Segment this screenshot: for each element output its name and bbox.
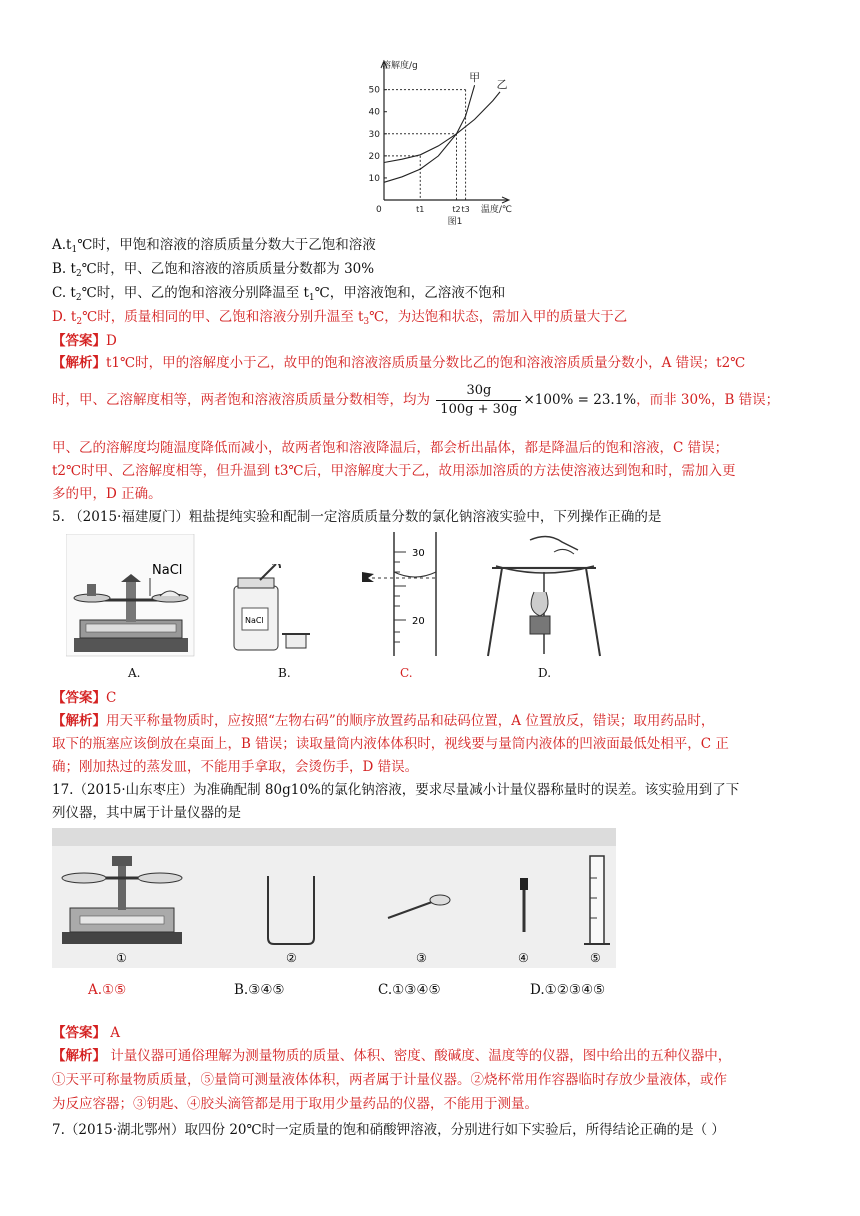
- instrument-num-2: ②: [286, 951, 297, 965]
- q17-option-c: C.①③④⑤: [378, 982, 441, 998]
- instrument-num-3: ③: [416, 951, 427, 965]
- q17-answer: 【答案】 A: [52, 1025, 121, 1041]
- y-tick-label-20: 20: [368, 151, 380, 162]
- cylinder-reading-figure: [358, 532, 448, 656]
- cyl-mark-20: 20: [412, 616, 425, 627]
- q5-label-a: A.: [128, 666, 141, 680]
- q5-analysis-line-2: 取下的瓶塞应该倒放在桌面上，B 错误；读取量筒内液体体积时，视线要与量筒内液体的凹液面最低处相平，C 正: [52, 736, 729, 752]
- solubility-chart: [360, 58, 520, 228]
- q5-stem: 5. （2015·福建厦门）粗盐提纯实验和配制一定溶质质量分数的氯化钠溶液实验中，下列操作正确的是: [52, 509, 662, 525]
- figure-caption: 图1: [447, 217, 463, 227]
- x-tick-label-t3: t3: [461, 205, 470, 214]
- x-tick-label-t1: t1: [416, 205, 425, 214]
- x-axis-label: 温度/℃: [480, 205, 512, 215]
- q5-label-b: B.: [278, 666, 291, 680]
- q4-option-d: D. $t_2℃$时，质量相同的甲、乙饱和溶液分别升温至 $t_3℃$，为达饱和状态，需加入甲的质量大于乙: [52, 309, 628, 327]
- q17-analysis-line-1: 【解析】 计量仪器可通俗理解为测量物质的质量、体积、密度、酸碱度、温度等的仪器，图中给出的五种仪器中，: [52, 1048, 732, 1064]
- q7-stem: 7.（2015·湖北鄂州）取四份 20℃时一定质量的饱和硝酸钾溶液，分别进行如下实验后，所得结论正确的是（ ）: [52, 1122, 725, 1138]
- y-axis-label: 溶解度/g: [382, 61, 418, 71]
- y-tick-label-40: 40: [368, 107, 380, 118]
- q17-option-b: B.③④⑤: [234, 982, 285, 998]
- q17-option-d: D.①②③④⑤: [530, 982, 606, 998]
- q5-label-d: D.: [538, 666, 552, 680]
- q17-analysis-line-3: 为反应容器；③钥匙、④胶头滴管都是用于取用少量药品的仪器，不能用于测量。: [52, 1096, 538, 1112]
- q17-stem-line-2: 列仪器，其中属于计量仪器的是: [52, 805, 241, 821]
- q4-option-b: B. $t_2℃$时，甲、乙饱和溶液的溶质质量分数都为 30%: [52, 261, 375, 279]
- q4-analysis-line-4: t2℃时甲、乙溶解度相等，但升温到 t3℃后，甲溶解度大于乙，故用添加溶质的方法使溶液达到饱和时，需加入更: [52, 463, 736, 479]
- instrument-num-1: ①: [116, 951, 127, 965]
- q5-label-c: C.: [400, 666, 413, 680]
- jar-label: NaCl: [245, 616, 264, 625]
- x-tick-label-t2: t2: [452, 205, 461, 214]
- y-tick-label-10: 10: [368, 173, 380, 184]
- q17-analysis-line-2: ①天平可称量物质质量，⑤量筒可测量液体体积，两者属于计量仪器。②烧杯常用作容器临时存放少量液体，或作: [52, 1072, 727, 1088]
- origin-label: 0: [376, 205, 382, 215]
- q4-analysis-line-3: 甲、乙的溶解度均随温度降低而减小，故两者饱和溶液降温后，都会析出晶体，都是降温后的饱和溶液，C 错误；: [52, 440, 729, 456]
- q4-analysis-line-1: 【解析】t1℃时，甲的溶解度小于乙，故甲的饱和溶液溶质质量分数比乙的饱和溶液溶质质量分数小，A 错误；t2℃: [52, 355, 746, 371]
- q5-analysis-line-1: 【解析】用天平称量物质时，应按照“左物右码”的顺序放置药品和砝码位置，A 位置放反，错误；取用药品时，: [52, 713, 715, 729]
- q4-option-a: $A.t_1℃$时，甲饱和溶液的溶质质量分数大于乙饱和溶液: [52, 237, 376, 255]
- q5-answer: 【答案】C: [52, 690, 117, 706]
- q17-option-a: A.①⑤: [88, 982, 127, 998]
- q5-analysis-line-3: 确；刚加热过的蒸发皿，不能用手拿取，会烫伤手，D 错误。: [52, 759, 419, 775]
- instrument-num-5: ⑤: [590, 951, 601, 965]
- q4-answer: 【答案】D: [52, 333, 117, 349]
- q4-option-c: C. $t_2℃$时，甲、乙的饱和溶液分别降温至 $t_1℃$，甲溶液饱和，乙溶液不饱和: [52, 285, 506, 303]
- instrument-num-4: ④: [518, 951, 529, 965]
- cyl-mark-30: 30: [412, 548, 425, 559]
- series-label-乙: 乙: [496, 77, 508, 91]
- percentage-fraction: $\frac{30g}{100g + 30g}$: [436, 382, 521, 419]
- balance-weighing-figure: [66, 534, 196, 658]
- y-tick-label-50: 50: [368, 85, 380, 96]
- instruments-figure: [52, 828, 616, 968]
- q4-analysis-line-2: 时，甲、乙溶解度相等，两者饱和溶液溶质质量分数相等，均为 $\frac{30g}{100g + 30g}$ ×100% = 23.1%，而非 30%，B 错误；: [52, 383, 780, 417]
- q17-stem-line-1: 17.（2015·山东枣庄）为准确配制 80g10%的氯化钠溶液，要求尽量减小计量仪器称量时的误差。该实验用到了下: [52, 782, 740, 798]
- q4-analysis-line-5: 多的甲，D 正确。: [52, 486, 162, 502]
- y-tick-label-30: 30: [368, 129, 380, 140]
- series-label-甲: 甲: [469, 71, 481, 85]
- evaporation-figure: [482, 532, 612, 658]
- nacl-label: NaCl: [152, 563, 183, 578]
- reagent-jar-figure: [226, 564, 316, 656]
